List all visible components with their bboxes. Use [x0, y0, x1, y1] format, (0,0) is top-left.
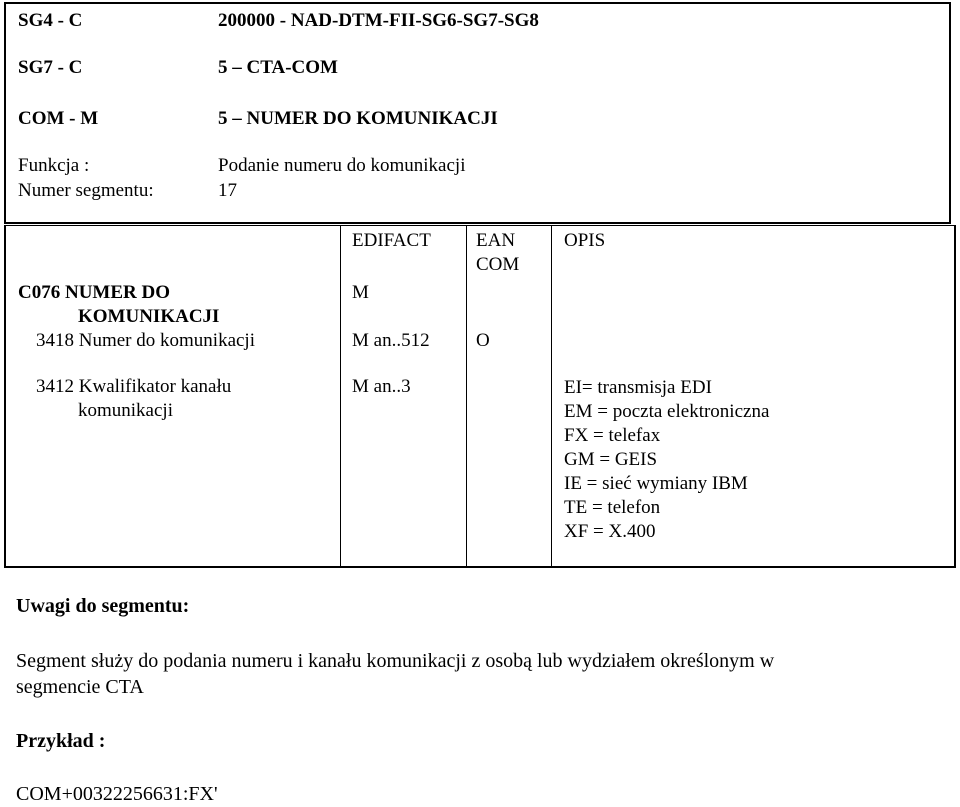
composite-name-cont: KOMUNIKACJI	[78, 306, 220, 327]
element-3412-label: 3412 Kwalifikator kanału	[36, 376, 232, 397]
sg7-value: 5 – CTA-COM	[218, 57, 338, 78]
qualifier-code-item: FX = telefax	[564, 425, 661, 446]
qualifier-code-item: XF = X.400	[564, 521, 656, 542]
column-divider	[340, 226, 341, 566]
remarks-title: Uwagi do segmentu:	[16, 595, 190, 617]
com-code: COM - M	[18, 108, 99, 129]
remarks-text-line2: segmencie CTA	[16, 676, 144, 698]
column-header-edifact: EDIFACT	[352, 230, 431, 251]
com-value: 5 – NUMER DO KOMUNIKACJI	[218, 108, 498, 129]
segment-number-label: Numer segmentu:	[18, 180, 154, 201]
element-3412-label-cont: komunikacji	[78, 400, 173, 421]
element-3412-edifact: M an..3	[352, 376, 411, 397]
composite-status: M	[352, 282, 369, 303]
sg4-value: 200000 - NAD-DTM-FII-SG6-SG7-SG8	[218, 10, 539, 31]
sg7-code: SG7 - C	[18, 57, 83, 78]
qualifier-code-item: EI= transmisja EDI	[564, 377, 712, 398]
composite-name: C076 NUMER DO	[18, 282, 170, 303]
remarks-text-line1: Segment służy do podania numeru i kanału komunikacji z osobą lub wydziałem określonym w	[16, 650, 775, 672]
sg4-code: SG4 - C	[18, 10, 83, 31]
example-value: COM+00322256631:FX'	[16, 783, 218, 805]
qualifier-code-item: TE = telefon	[564, 497, 661, 518]
segment-number-value: 17	[218, 180, 237, 201]
function-value: Podanie numeru do komunikacji	[218, 155, 466, 176]
segment-header-box	[4, 2, 951, 224]
qualifier-code-item: IE = sieć wymiany IBM	[564, 473, 748, 494]
element-3418-edifact: M an..512	[352, 330, 430, 351]
function-label: Funkcja :	[18, 155, 90, 176]
column-divider	[551, 226, 552, 566]
element-3418-label: 3418 Numer do komunikacji	[36, 330, 255, 351]
column-header-ean-com: COM	[476, 254, 520, 275]
qualifier-code-item: EM = poczta elektroniczna	[564, 401, 770, 422]
example-title: Przykład :	[16, 730, 106, 752]
column-divider	[466, 226, 467, 566]
qualifier-code-list	[564, 376, 769, 544]
data-element-table	[4, 225, 956, 568]
column-header-opis: OPIS	[564, 230, 606, 251]
element-3418-ean: O	[476, 330, 490, 351]
qualifier-code-item: GM = GEIS	[564, 449, 658, 470]
column-header-ean: EAN	[476, 230, 516, 251]
